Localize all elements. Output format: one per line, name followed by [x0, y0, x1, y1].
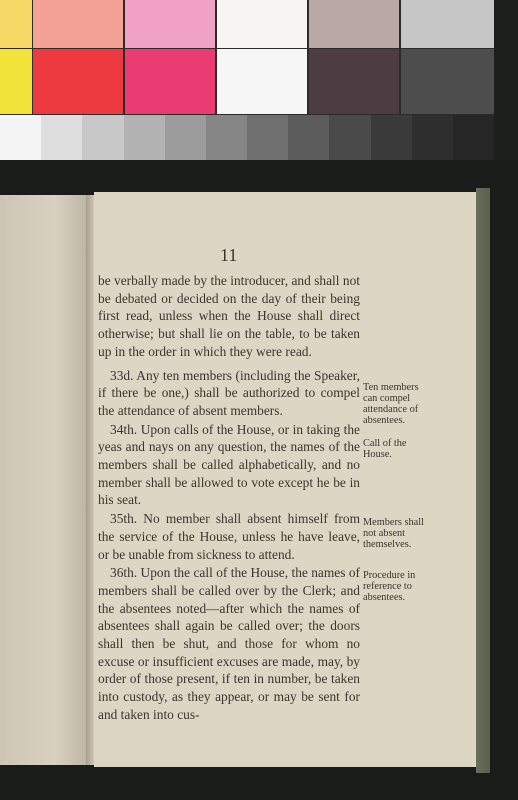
swatch-mauve	[309, 0, 399, 48]
side-note-procedure: Procedure in reference to absentees.	[363, 570, 416, 603]
bleed-through-text	[2, 625, 90, 641]
gray-step-7	[247, 115, 288, 160]
gray-step-5	[165, 115, 206, 160]
gray-step-10	[371, 115, 412, 160]
gray-step-8	[288, 115, 329, 160]
swatch-salmon	[33, 0, 123, 48]
swatch-gray-light	[401, 0, 494, 48]
swatch-red	[33, 49, 123, 114]
gray-scale-strip	[0, 115, 494, 160]
paragraph-rule-33: 33d. Any ten members (including the Speaker, if there be one,) shall be authorized to compel the attendance of absent members.	[98, 367, 360, 418]
swatch-white-2	[217, 49, 307, 114]
gray-step-12	[453, 115, 494, 160]
swatch-yellow	[0, 49, 32, 114]
facing-page-left	[0, 195, 92, 765]
color-calibration-chart	[0, 0, 494, 160]
paragraph-continuation: be verbally made by the introducer, and shall not be debated or decided on the day of their being first read, unless when the House shall direct otherwise; but shall lie on the table, to be taken up in the order in which they were read.	[98, 273, 360, 359]
gray-step-11	[412, 115, 453, 160]
side-note-members-absent: Members shall not absent themselves.	[363, 517, 424, 550]
paragraph-rule-34: 34th. Upon calls of the House, or in taking the yeas and nays on any question, the names of the members shall be called alphabetically, and no member shall be allowed to vote except he be in his seat.	[98, 421, 360, 508]
swatch-dark-gray	[401, 49, 494, 114]
swatch-dark-plum	[309, 49, 399, 114]
swatch-yellow-light	[0, 0, 32, 48]
side-note-call-of-house: Call of the House.	[363, 438, 407, 460]
page-body-text	[98, 272, 360, 724]
gray-step-2	[41, 115, 82, 160]
gray-step-6	[206, 115, 247, 160]
gray-step-3	[82, 115, 123, 160]
side-note-ten-members: Ten members can compel attendance of absentees.	[363, 382, 419, 426]
paragraph-rule-35: 35th. No member shall absent himself from the service of the House, unless he have leave, or be unable from sickness to attend.	[98, 511, 360, 562]
gray-step-4	[124, 115, 165, 160]
swatch-white	[217, 0, 307, 48]
swatch-pink-light	[125, 0, 215, 48]
swatch-magenta	[125, 49, 215, 114]
paragraph-rule-36: 36th. Upon the call of the House, the names of members shall be called over by the Clerk; and the absentees noted—after which the names of absentees shall again be called over; the doors shall then be shut, and those for whom no excuse or insufficient excuses are made, may, by order of those present, if ten in number, be taken into custody, as they appear, or may be sent for and taken into cus-	[98, 565, 360, 722]
gray-step-9	[329, 115, 370, 160]
page-number: 11	[220, 245, 238, 265]
gray-step-1	[0, 115, 41, 160]
book-cover-edge	[476, 188, 490, 773]
